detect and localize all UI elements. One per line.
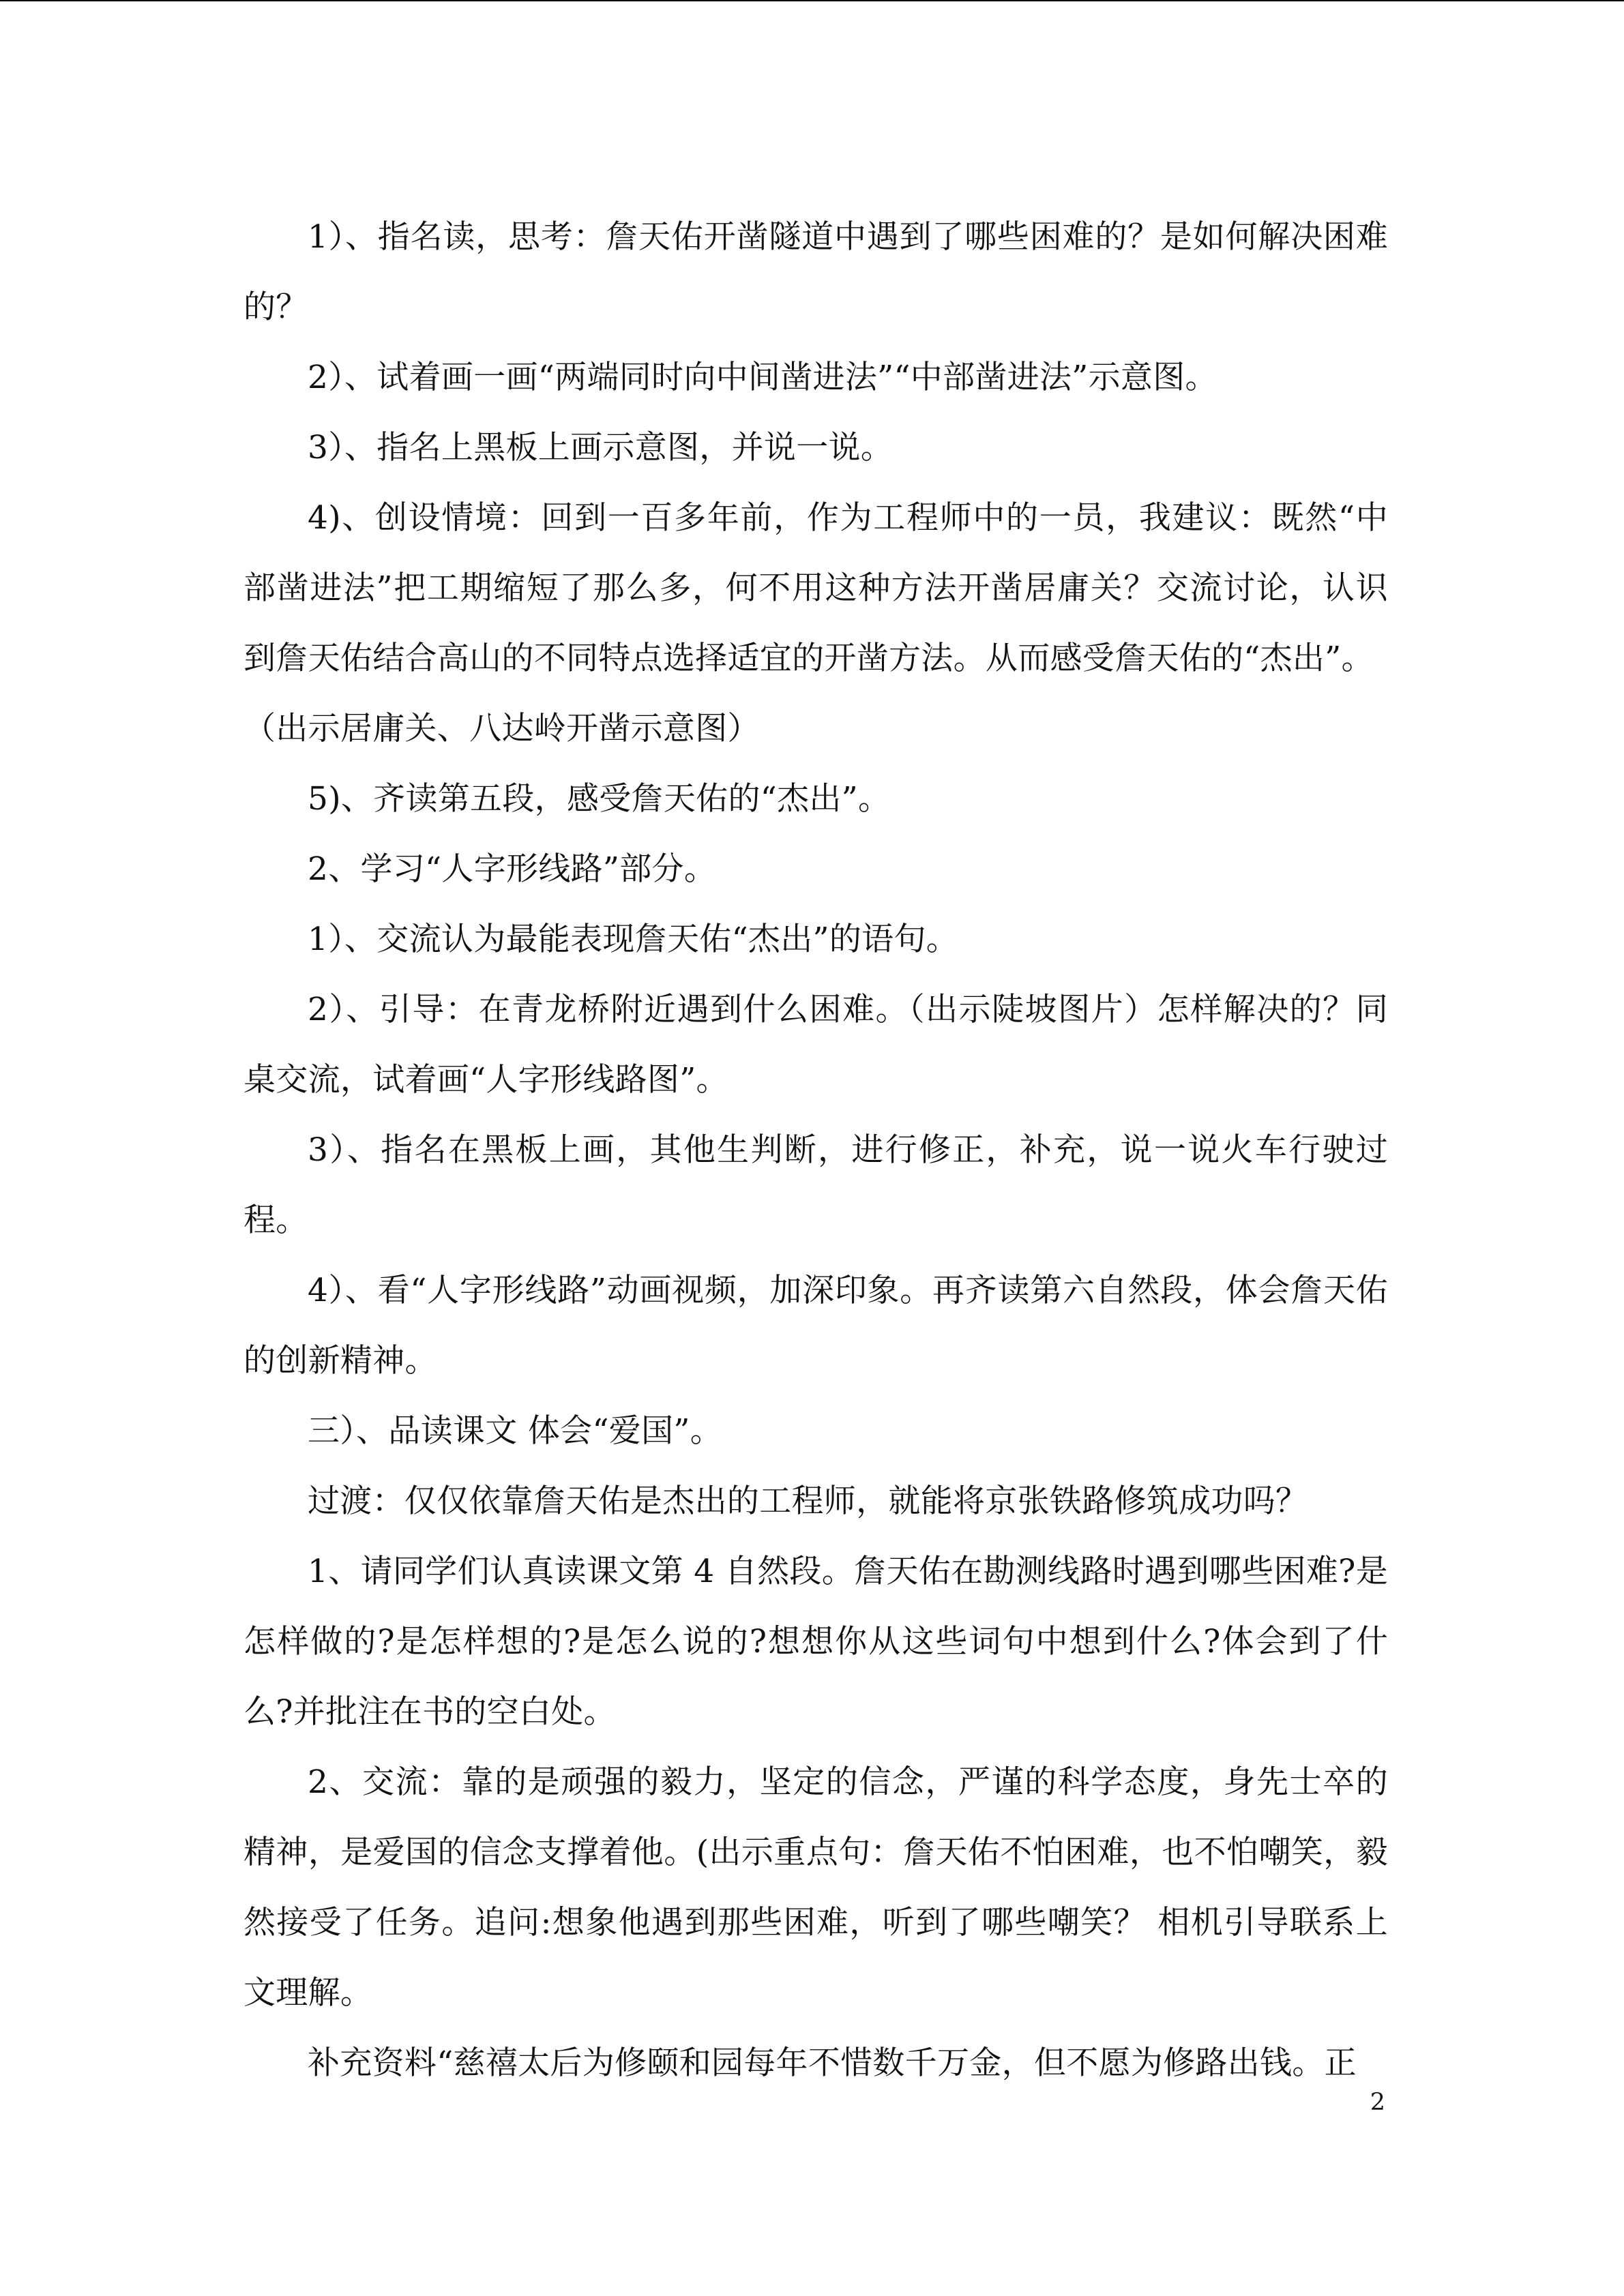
paragraph-8: 1）、交流认为最能表现詹天佑“杰出”的语句。 bbox=[308, 921, 959, 958]
paragraph-3: 3）、指名上黑板上画示意图，并说一说。 bbox=[308, 429, 894, 466]
paragraph-9: 2）、引导：在青龙桥附近遇到什么困难。（出示陡坡图片）怎样解决的？同桌交流，试着画“人字形线路图”。 bbox=[243, 991, 1388, 1099]
page-number: 2 bbox=[1370, 2089, 1385, 2116]
paragraph-7: 2、学习“人字形线路”部分。 bbox=[308, 850, 717, 888]
paragraph-4: 4)、创设情境：回到一百多年前，作为工程师中的一员，我建议：既然“中部凿进法”把工期缩短了那么多，何不用这种方法开凿居庸关？交流讨论，认识到詹天佑结合高山的不同特点选择适宜的开凿方法。从而感受詹天佑的“杰出”。 bbox=[243, 499, 1388, 677]
paragraph-10: 3）、指名在黑板上画，其他生判断，进行修正，补充，说一说火车行驶过程。 bbox=[243, 1131, 1388, 1239]
paragraph-2: 2）、试着画一画“两端同时向中间凿进法”“中部凿进法”示意图。 bbox=[308, 359, 1217, 396]
paragraph-11: 4）、看“人字形线路”动画视频，加深印象。再齐读第六自然段，体会詹天佑的创新精神。 bbox=[243, 1272, 1388, 1380]
paragraph-16: 补充资料“慈禧太后为修颐和园每年不惜数千万金，但不愿为修路出钱。正 bbox=[308, 2044, 1357, 2082]
paragraph-12: 三）、品读课文 体会“爱国”。 bbox=[308, 1412, 722, 1450]
paragraph-13: 过渡：仅仅依靠詹天佑是杰出的工程师，就能将京张铁路修筑成功吗？ bbox=[308, 1482, 1308, 1520]
document-body bbox=[243, 202, 1388, 2098]
paragraph-14: 1、请同学们认真读课文第 4 自然段。詹天佑在勘测线路时遇到哪些困难?是怎样做的?是怎样想的?是怎么说的?想想你从这些词句中想到什么?体会到了什么?并批注在书的空白处。 bbox=[243, 1553, 1388, 1731]
paragraph-15: 2、交流：靠的是顽强的毅力，坚定的信念，严谨的科学态度，身先士卒的精神，是爱国的信念支撑着他。(出示重点句：詹天佑不怕困难，也不怕嘲笑，毅然接受了任务。追问:想象他遇到那些困难，听到了哪些嘲笑？ 相机引导联系上文理解。 bbox=[243, 1763, 1388, 2012]
paragraph-1: 1）、指名读，思考：詹天佑开凿隧道中遇到了哪些困难的？是如何解决困难的？ bbox=[243, 218, 1388, 326]
paragraph-5: （出示居庸关、八达岭开凿示意图） bbox=[243, 710, 760, 747]
paragraph-6: 5)、齐读第五段，感受詹天佑的“杰出”。 bbox=[308, 780, 891, 818]
